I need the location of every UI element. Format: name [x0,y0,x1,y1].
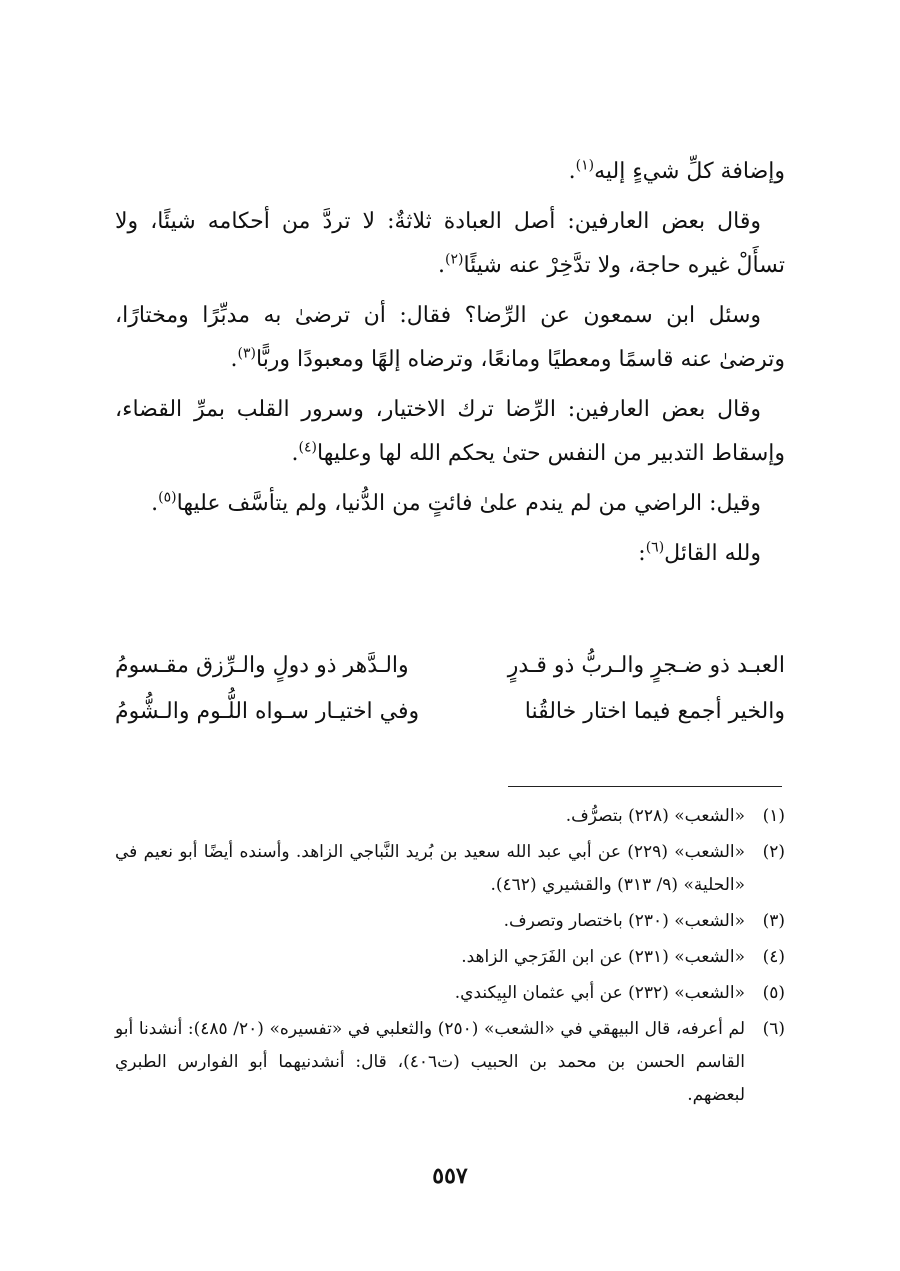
main-text [115,150,785,582]
footnote-text: لم أعرفه، قال البيهقي في «الشعب» (٢٥٠) والثعلبي في «تفسيره» (٢٠/ ٤٨٥): أنشدنا أبو القاسم الحسن بن محمد بن الحبيب (ت٤٠٦)، قال: أنشدنيهما أبو الفوارس الطبري لبعضهم. [115,1019,745,1105]
footnote [115,800,785,833]
page-number: ٥٥٧ [432,1163,468,1189]
footnote-reference[interactable]: (٢) [444,251,464,268]
footnote-text: «الشعب» (٢٢٩) عن أبي عبد الله سعيد بن بُريد النَّباجي الزاهد. وأسنده أيضًا أبو نعيم في «الحلية» (٩/ ٣١٣) والقشيري (٤٦٢). [115,842,745,895]
footnote-text: «الشعب» (٢٢٨) بتصرُّف. [565,806,745,826]
paragraph: ولله القائل$^{(٦)}$: [638,539,761,566]
verse-first-hemistich: العبـد ذو ضـجرٍ والـربُّ ذو قـدرٍ [507,652,785,678]
footnote [115,1013,785,1112]
footnote-text: «الشعب» (٢٣٠) باختصار وتصرف. [503,911,745,931]
footnote-number: (٤) [762,947,785,967]
footnote-number: (١) [762,806,785,826]
footnote-text: «الشعب» (٢٣٢) عن أبي عثمان البِيكندي. [454,983,745,1003]
footnote-number: (٥) [762,983,785,1003]
paragraph: وإضافة كلِّ شيءٍ إليه$^{(١)}$. [568,157,785,184]
footnote-reference[interactable]: (٣) [237,345,256,362]
paragraph: وقال بعض العارفين: أصل العبادة ثلاثةٌ: لا تردَّ من أحكامه شيئًا، ولا تسأَلْ غيره حاجة، ولا تدَّخِرْ عنه شيئًا$^{(٢)}$. [115,209,785,278]
footnote-number: (٣) [762,911,785,931]
poem [115,642,785,734]
footnote-reference[interactable]: (٦) [645,539,665,556]
footnote-reference[interactable]: (٤) [298,439,317,456]
footnotes [115,800,785,1115]
paragraph: وسئل ابن سمعون عن الرِّضا؟ فقال: أن ترضىٰ به مدبِّرًا ومختارًا، وترضىٰ عنه قاسمًا ومعطيًا ومانعًا، وترضاه إلهًا ومعبودًا وربًّا$^{(٣)}$. [115,303,785,372]
poem-verse [115,642,785,688]
verse-first-hemistich: والخير أجمع فيما اختار خالقُنا [524,698,785,724]
footnote-number: (٦) [762,1019,785,1039]
footnote-separator [508,786,782,787]
footnote-reference[interactable]: (٥) [158,489,177,506]
footnote [115,836,785,902]
footnote [115,977,785,1010]
footnote-text: «الشعب» (٢٣١) عن ابن الفَرَجي الزاهد. [461,947,745,967]
footnote-reference[interactable]: (١) [575,157,595,174]
footnote-number: (٢) [762,842,785,862]
paragraph: وقال بعض العارفين: الرِّضا ترك الاختيار، وسرور القلب بمرِّ القضاء، وإسقاط التدبير من النفس حتىٰ يحكم الله لها وعليها$^{(٤)}$. [115,397,785,466]
footnote [115,905,785,938]
footnote [115,941,785,974]
paragraph: وقيل: الراضي من لم يندم علىٰ فائتٍ من الدُّنيا، ولم يتأسَّف عليها$^{(٥)}$. [151,489,761,516]
poem-verse [115,688,785,734]
verse-second-hemistich: والـدَّهر ذو دولٍ والـرِّزق مقـسومُ [115,652,409,678]
verse-second-hemistich: وفي اختيـار سـواه اللُّـوم والـشُّومُ [115,698,420,724]
